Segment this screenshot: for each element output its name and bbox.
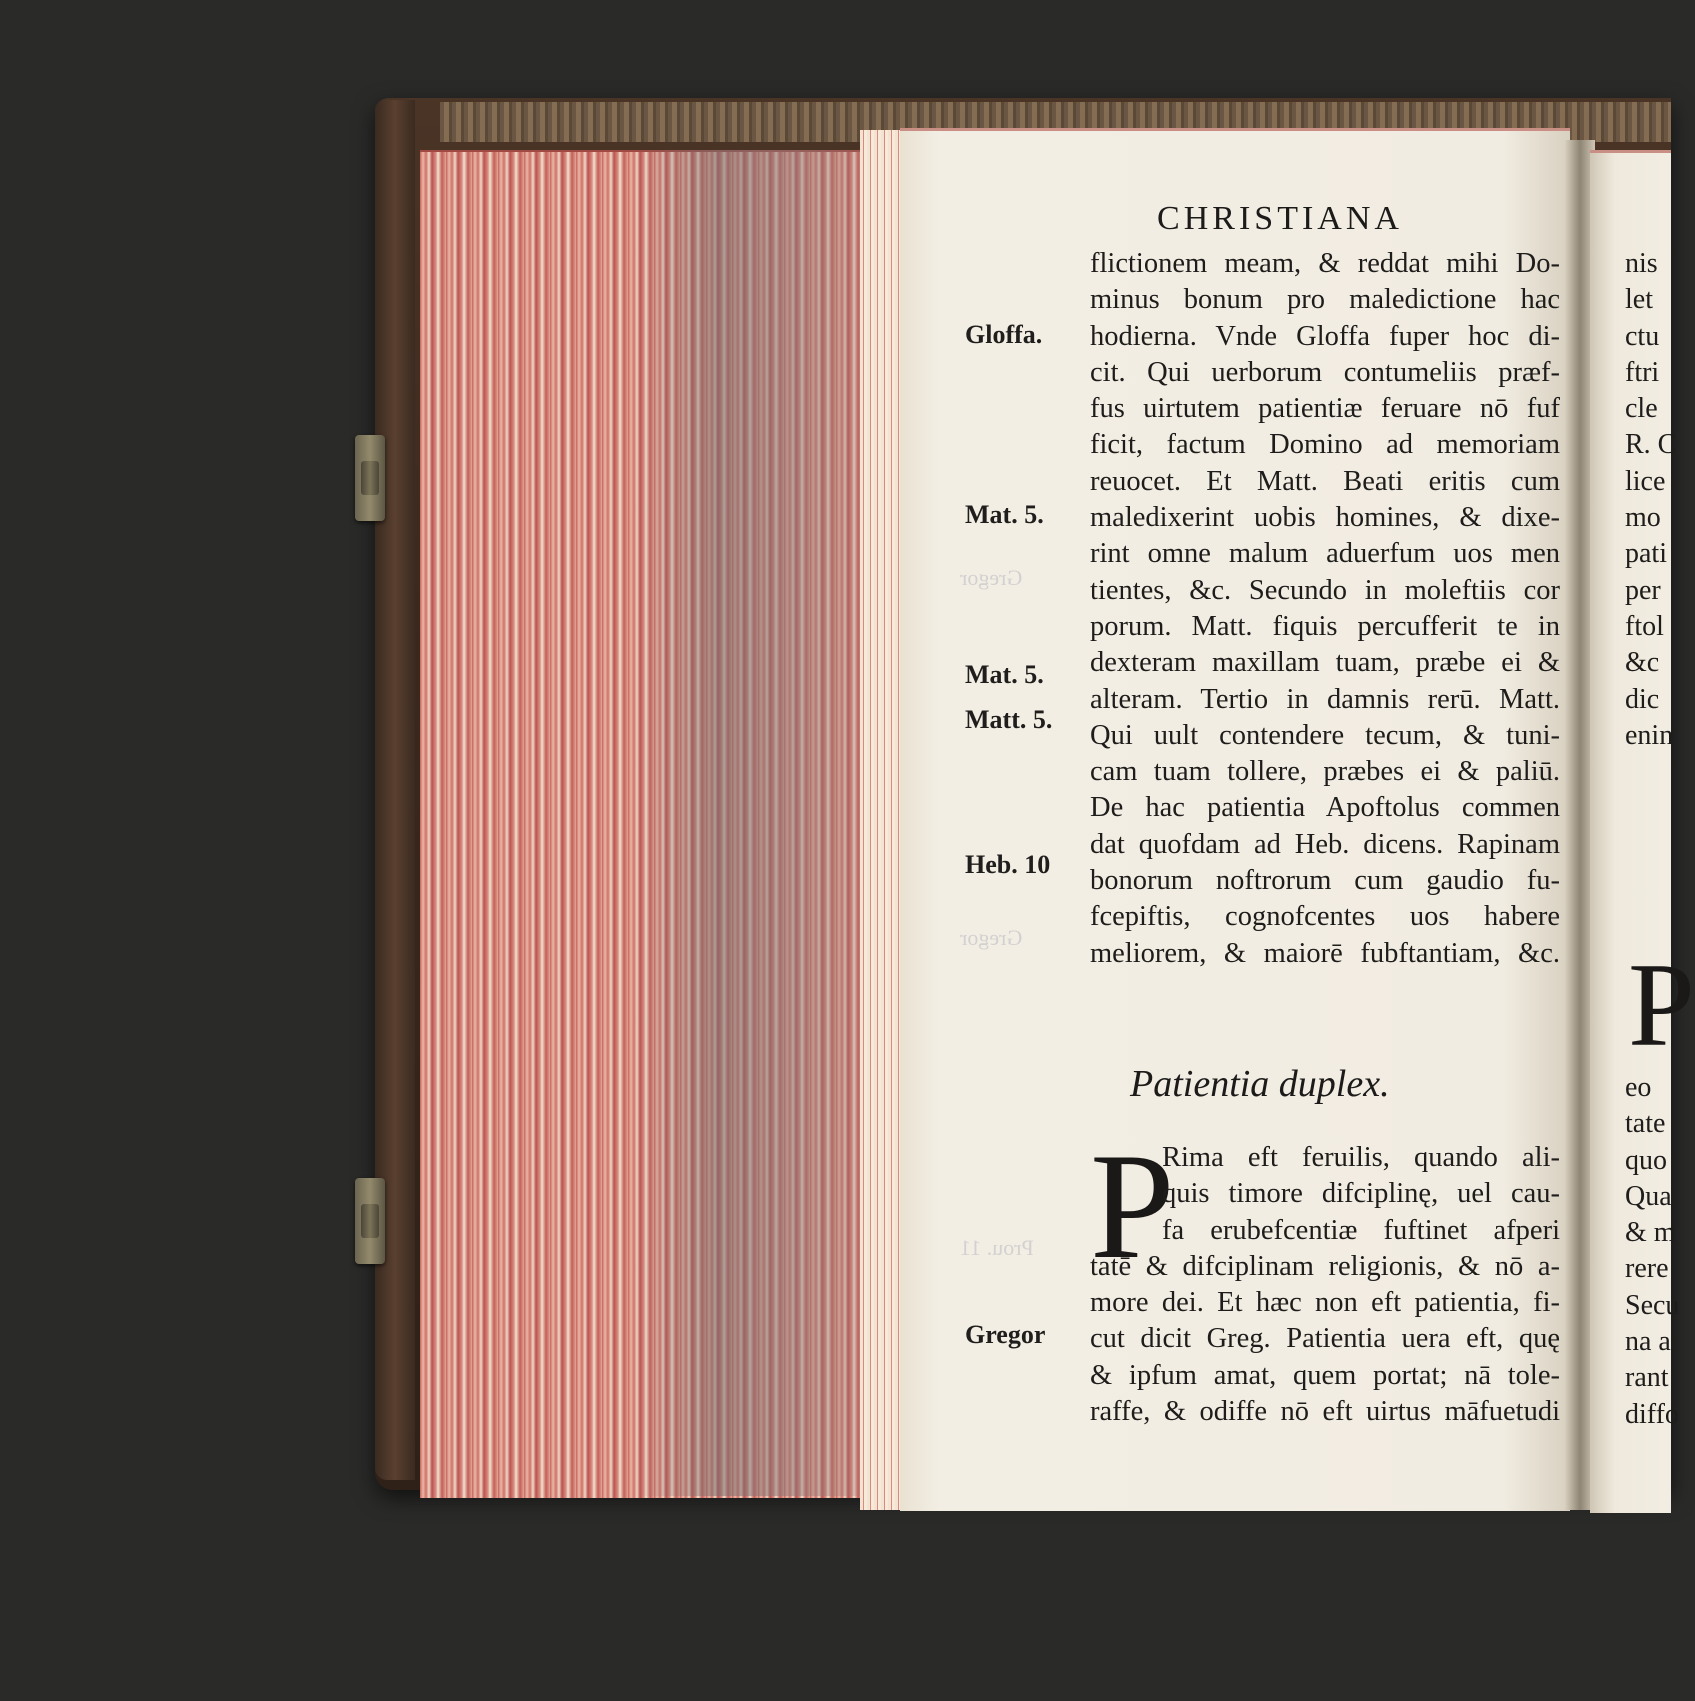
text-line: ftri xyxy=(1625,356,1660,388)
text-line: dat quofdam ad Heb. dicens. Rapinam xyxy=(1090,828,1560,860)
text-line: Qua xyxy=(1625,1180,1672,1212)
text-line: eo xyxy=(1625,1072,1652,1103)
text-line: dic xyxy=(1625,683,1660,715)
text-line: tatē & difciplinam religionis, & nō a- xyxy=(1090,1250,1560,1282)
text-line: reuocet. Et Matt. Beati eritis cum xyxy=(1090,465,1560,497)
text-line: ficit, factum Domino ad memoriam xyxy=(1090,429,1560,461)
text-line: R. C xyxy=(1625,429,1677,461)
section-heading: Patientia duplex. xyxy=(1130,1063,1390,1105)
text-line: meliorem, & maiorē fubftantiam, &c. xyxy=(1090,937,1560,969)
fore-edge-shading xyxy=(420,150,900,1496)
bleed-through-text: Prou. 11 xyxy=(960,1235,1034,1260)
text-line: Rima eft feruilis, quando ali- xyxy=(1162,1142,1560,1173)
margin-note: Gloffa. xyxy=(965,320,1043,349)
bleed-through-text: Gregor xyxy=(960,565,1023,590)
text-line: & m xyxy=(1625,1217,1676,1249)
text-line: fa erubefcentiæ fuftinet afperi xyxy=(1162,1214,1560,1246)
text-line: diffo xyxy=(1625,1398,1679,1430)
text-line: let xyxy=(1625,284,1653,316)
text-line: rere xyxy=(1625,1253,1669,1285)
recto-text-bottom xyxy=(1625,1070,1680,1433)
text-line: more dei. Et hæc non eft patientia, fi- xyxy=(1090,1287,1560,1319)
text-line: & ipfum amat, quem portat; nā tole- xyxy=(1090,1359,1560,1391)
recto-drop-cap: P xyxy=(1628,938,1695,1071)
text-line: enin xyxy=(1625,719,1674,751)
margin-note: Mat. 5. xyxy=(965,500,1044,529)
lower-clasp xyxy=(355,1178,385,1264)
margin-note: Heb. 10 xyxy=(965,850,1051,879)
text-line: ctu xyxy=(1625,320,1660,352)
margin-note: Matt. 5. xyxy=(965,705,1053,734)
text-line: quo xyxy=(1625,1144,1667,1176)
upper-clasp xyxy=(355,435,385,521)
text-line: cam tuam tollere, præbes ei & paliū. xyxy=(1090,756,1560,788)
text-line: porum. Matt. fiquis percufferit te in xyxy=(1090,610,1560,642)
recto-text-top xyxy=(1625,246,1677,754)
text-line: raffe, & odiffe nō eft uirtus māfuetudi xyxy=(1090,1396,1560,1428)
margin-note: Mat. 5. xyxy=(965,660,1044,689)
text-line: alteram. Tertio in damnis rerū. Matt. xyxy=(1090,683,1560,715)
bleed-through-text: Gregor xyxy=(960,925,1023,950)
text-line: cut dicit Greg. Patientia uera eft, quę xyxy=(1090,1323,1560,1355)
text-line: fcepiftis, cognofcentes uos habere xyxy=(1090,901,1560,933)
cover-edge xyxy=(375,100,415,1480)
text-line: pati xyxy=(1625,538,1667,570)
text-line: rint omne malum aduerfum uos men xyxy=(1090,538,1560,570)
text-line: ftol xyxy=(1625,610,1664,642)
text-line: flictionem meam, & reddat mihi Do- xyxy=(1090,248,1560,279)
running-head: CHRISTIANA xyxy=(1157,200,1403,237)
text-line: Qui uult contendere tecum, & tuni- xyxy=(1090,719,1560,751)
body-text xyxy=(1090,246,1560,972)
text-line: quis timore difciplinę, uel cau- xyxy=(1162,1178,1560,1210)
text-line: &c xyxy=(1625,647,1660,679)
text-line: tate xyxy=(1625,1108,1666,1140)
text-line: na a xyxy=(1625,1326,1671,1358)
drop-cap: P xyxy=(1090,1122,1175,1290)
text-line: bonorum noftrorum cum gaudio fu- xyxy=(1090,865,1560,897)
text-line: nis xyxy=(1625,248,1658,279)
text-line: lice xyxy=(1625,465,1666,497)
text-line: rant xyxy=(1625,1362,1669,1394)
text-line: mo xyxy=(1625,502,1661,534)
text-line: per xyxy=(1625,574,1661,606)
text-line: hodierna. Vnde Gloffa fuper hoc di- xyxy=(1090,320,1560,352)
text-line: fus uirtutem patientiæ feruare nō fuf xyxy=(1090,393,1560,425)
text-line: cle xyxy=(1625,393,1658,425)
text-line: De hac patientia Apoftolus commen xyxy=(1090,792,1560,824)
text-line: minus bonum pro maledictione hac xyxy=(1090,284,1560,316)
text-line: maledixerint uobis homines, & dixe- xyxy=(1090,502,1560,534)
margin-note: Gregor xyxy=(965,1320,1046,1349)
page-stack-edge xyxy=(860,130,900,1510)
text-line: cit. Qui uerborum contumeliis præf- xyxy=(1090,356,1560,388)
text-line: Secu xyxy=(1625,1289,1680,1321)
text-line: tientes, &c. Secundo in moleftiis cor xyxy=(1090,574,1560,606)
text-line: dexteram maxillam tuam, præbe ei & xyxy=(1090,647,1560,679)
paragraph-two xyxy=(1090,1140,1560,1430)
